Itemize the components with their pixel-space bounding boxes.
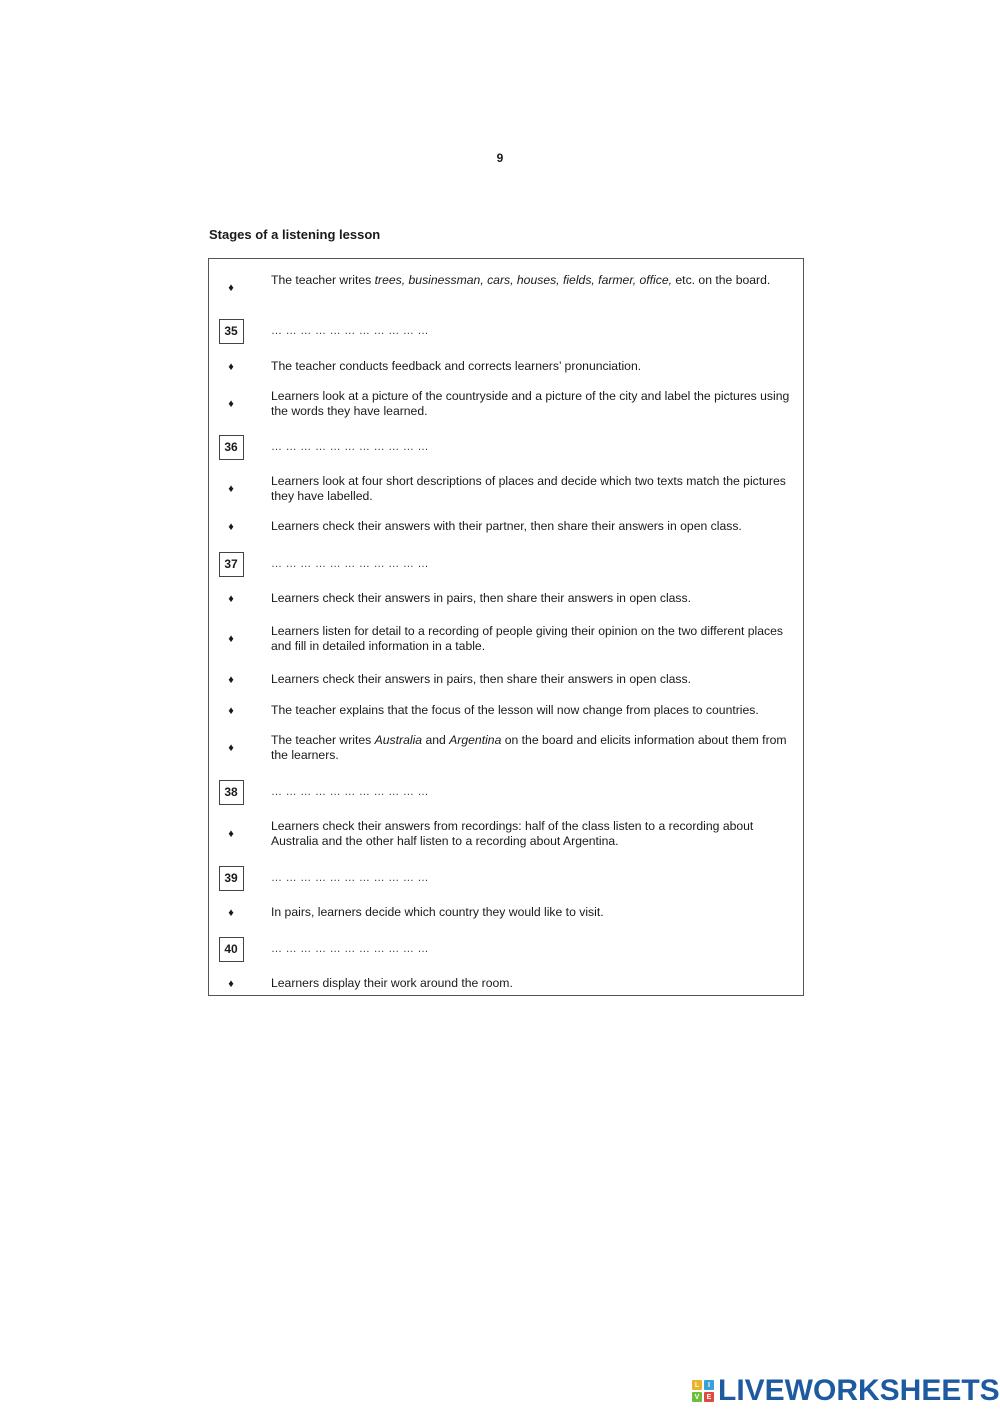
stage-text: Learners check their answers in pairs, then share their answers in open class.: [271, 591, 691, 605]
stage-text: Learners look at a picture of the countryside and a picture of the city and label the pictures using the words they have learned.: [271, 389, 790, 418]
diamond-icon: ♦: [228, 398, 234, 410]
stage-text: Learners check their answers from recordings: half of the class listen to a recording about Australia and the other half listen to a recording about Argentina.: [271, 819, 754, 848]
section-title: Stages of a listening lesson: [209, 227, 381, 242]
diamond-icon: ♦: [228, 483, 234, 495]
question-number-box: [218, 433, 244, 461]
stage-item: [209, 976, 803, 991]
answer-row-40[interactable]: [209, 935, 803, 963]
stage-item: [209, 733, 803, 763]
stage-item: [209, 273, 803, 303]
stage-text: Learners look at four short descriptions of places and decide which two texts match the pictures they have labelled.: [271, 474, 786, 503]
question-number: 39: [219, 866, 244, 891]
bullet-diamond-icon: [218, 703, 244, 718]
stage-item: [209, 389, 803, 419]
diamond-icon: ♦: [228, 633, 234, 645]
question-number-box: [218, 864, 244, 892]
answer-blank[interactable]: … … … … … … … … … … …: [271, 558, 429, 570]
stage-item: [209, 624, 803, 654]
bullet-diamond-icon: [218, 359, 244, 374]
stage-text: In pairs, learners decide which country they would like to visit.: [271, 905, 604, 919]
stage-text: Learners check their answers with their partner, then share their answers in open class.: [271, 519, 742, 533]
answer-row-37[interactable]: [209, 550, 803, 578]
stage-item: [209, 905, 803, 920]
stage-text: Learners check their answers in pairs, then share their answers in open class.: [271, 672, 691, 686]
answer-row-38[interactable]: [209, 778, 803, 806]
question-number-box: [218, 935, 244, 963]
answer-blank[interactable]: … … … … … … … … … … …: [271, 325, 429, 337]
answer-row-35[interactable]: [209, 317, 803, 345]
stage-text: The teacher explains that the focus of the lesson will now change from places to countries.: [271, 703, 759, 717]
bullet-diamond-icon: [218, 389, 244, 419]
stage-item: [209, 359, 803, 374]
question-number: 38: [219, 780, 244, 805]
bullet-diamond-icon: [218, 733, 244, 763]
diamond-icon: ♦: [228, 742, 234, 754]
diamond-icon: ♦: [228, 592, 234, 605]
diamond-icon: ♦: [228, 360, 234, 373]
stage-item: [209, 819, 803, 849]
stage-text: Learners listen for detail to a recording of people giving their opinion on the two different places and fill in detailed information in a table.: [271, 624, 783, 653]
stage-item: [209, 591, 803, 606]
bullet-diamond-icon: [218, 672, 244, 687]
answer-blank[interactable]: … … … … … … … … … … …: [271, 786, 429, 798]
diamond-icon: ♦: [228, 673, 234, 686]
diamond-icon: ♦: [228, 977, 234, 990]
bullet-diamond-icon: [218, 976, 244, 991]
bullet-diamond-icon: [218, 819, 244, 849]
stage-item: [209, 672, 803, 687]
logo-tile: I: [704, 1380, 714, 1390]
logo-tile: L: [692, 1380, 702, 1390]
stages-box: [208, 258, 804, 996]
diamond-icon: ♦: [228, 520, 234, 533]
answer-row-39[interactable]: [209, 864, 803, 892]
bullet-diamond-icon: [218, 273, 244, 303]
stage-text: Learners display their work around the room.: [271, 976, 513, 990]
question-number: 36: [219, 435, 244, 460]
bullet-diamond-icon: [218, 591, 244, 606]
liveworksheets-logo: [692, 1376, 1000, 1406]
bullet-diamond-icon: [218, 474, 244, 504]
question-number: 35: [219, 319, 244, 344]
logo-mark-icon: [692, 1380, 714, 1402]
diamond-icon: ♦: [228, 828, 234, 840]
bullet-diamond-icon: [218, 905, 244, 920]
logo-tile: E: [704, 1392, 714, 1402]
answer-blank[interactable]: … … … … … … … … … … …: [271, 943, 429, 955]
page-number: 9: [496, 151, 504, 165]
diamond-icon: ♦: [228, 906, 234, 919]
logo-tile: V: [692, 1392, 702, 1402]
stage-item: [209, 474, 803, 504]
answer-blank[interactable]: … … … … … … … … … … …: [271, 872, 429, 884]
diamond-icon: ♦: [228, 282, 234, 294]
stage-text: The teacher writes trees, businessman, cars, houses, fields, farmer, office, etc. on the board.: [271, 273, 771, 287]
question-number-box: [218, 550, 244, 578]
answer-blank[interactable]: … … … … … … … … … … …: [271, 441, 429, 453]
diamond-icon: ♦: [228, 704, 234, 717]
stage-text: The teacher writes Australia and Argentina on the board and elicits information about them from the learners.: [271, 733, 787, 762]
stage-item: [209, 703, 803, 718]
bullet-diamond-icon: [218, 519, 244, 534]
bullet-diamond-icon: [218, 624, 244, 654]
question-number-box: [218, 778, 244, 806]
stage-text: The teacher conducts feedback and corrects learners’ pronunciation.: [271, 359, 642, 373]
question-number: 37: [219, 552, 244, 577]
question-number: 40: [219, 937, 244, 962]
question-number-box: [218, 317, 244, 345]
stage-item: [209, 519, 803, 534]
logo-text: LIVEWORKSHEETS: [718, 1374, 1000, 1407]
answer-row-36[interactable]: [209, 433, 803, 461]
